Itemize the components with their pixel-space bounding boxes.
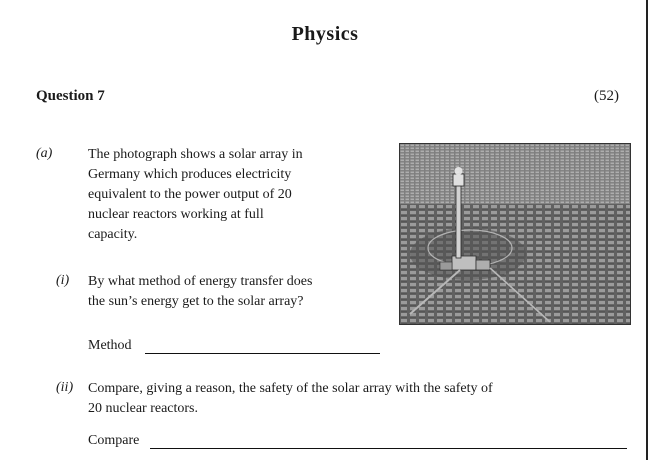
part-ii-line: Compare, giving a reason, the safety of the solar array with the safety of	[88, 381, 493, 396]
part-a-label: (a)	[36, 146, 53, 161]
compare-label: Compare	[88, 433, 140, 448]
page-edge-rule	[646, 0, 648, 460]
part-a-line: The photograph shows a solar array in	[88, 147, 303, 162]
part-a-line: nuclear reactors working at full	[88, 207, 264, 222]
part-ii-text	[88, 379, 493, 419]
part-a-line: equivalent to the power output of 20	[88, 187, 292, 202]
solar-array-photo	[399, 143, 631, 325]
compare-answer-line[interactable]	[150, 448, 627, 449]
part-a-text	[88, 145, 303, 245]
part-i-text	[88, 272, 312, 312]
part-a-line: Germany which produces electricity	[88, 167, 292, 182]
part-i-line: By what method of energy transfer does	[88, 274, 313, 289]
part-ii-line: 20 nuclear reactors.	[88, 401, 198, 416]
part-a-line: capacity.	[88, 227, 138, 242]
question-title: Question 7	[36, 88, 105, 104]
part-ii-label: (ii)	[56, 380, 74, 395]
solar-array-image	[400, 144, 630, 324]
page-title: Physics	[291, 23, 359, 45]
method-answer-line[interactable]	[145, 353, 380, 354]
question-marks: (52)	[594, 88, 619, 104]
method-label: Method	[88, 338, 132, 353]
part-i-line: the sun’s energy get to the solar array?	[88, 294, 304, 309]
part-i-label: (i)	[56, 273, 70, 288]
